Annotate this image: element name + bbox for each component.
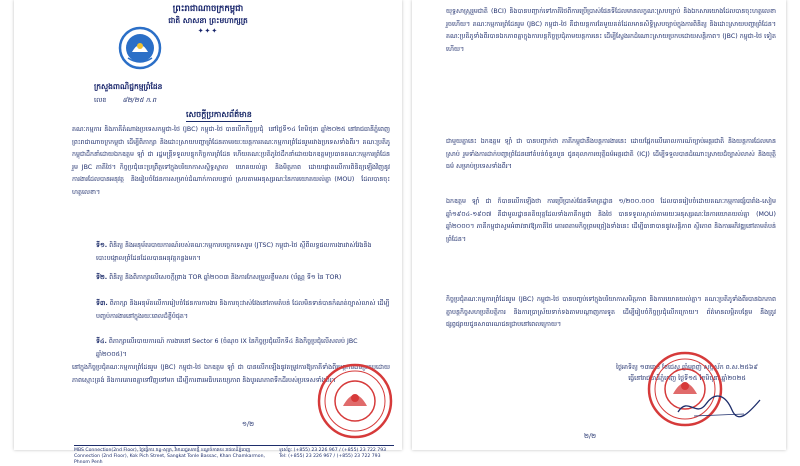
bullet-number: ទី២.	[96, 274, 108, 281]
bullet-number: ទី១.	[96, 242, 108, 249]
page2-paragraph-4: កិច្ចប្រជុំគណៈកម្មការព្រំដែនរួម (JBC) កម្ពុជា-ថៃ បានបញ្ចប់ទៅក្នុងបរិយាកាសមិត្តភាព និងការយោគយល់គ្នា។ គណៈប្រតិភូទាំងពីរបានឯកភាពគ្នាបន្តកិច្ចសហប្រតិបត្តិការ និងការប្រាស្រ័យទាក់ទងតាមបណ្តាញការទូត ដើម្បីរៀបចំកិច្ចប្រជុំលើកក្រោយ។ ព័ត៌មានលម្អិតបន្ថែម នឹងត្រូវផ្សព្វផ្សាយជូនសាធារណជនជ្រាបនៅពេលក្រោយ។	[446, 296, 776, 329]
doc-number	[94, 96, 156, 106]
bullet-number: ទី៣.	[96, 300, 108, 307]
ministry-name: ក្រសួងពាណិជ្ជកម្មព្រំដែន	[94, 82, 163, 91]
bullet-item-4	[96, 336, 390, 361]
footer-address: MBS Connection(2nd Floor), ថ្ងៃធ្វើការ ចន្ទ-សុក្រ, វិមានរដ្ឋសភាថ្មី ខណ្ឌចំការមន រាជធានីភ្នំពេញ Connection (2nd Floor), Kok Pich Street, Sangkat Tonle Bassac, Khan Chamkarmon, Phnom Penh	[74, 448, 265, 465]
doc-number-value: ៨២/២៥ ក.ព	[122, 96, 157, 104]
page-number: ២/២	[584, 432, 597, 440]
ministry-emblem-icon	[118, 26, 162, 70]
bullet-text: ពិនិត្យ និងពិភាក្សាលើសេចក្តីព្រាង TOR ឆ្នាំ២០០៣ និងការកែសម្រួលខ្លឹមសារ​ (ប័ណ្ណ ទី១ នៃ TOR)	[109, 274, 342, 281]
page2-paragraph-1: យុទ្ធសាស្ត្ររួមជាតិ (BCI) និងបានបញ្ជាក់ទៅភាគីថៃពីការប្រើប្រាស់ផែនទីដែលមានលក្ខណៈស្របច្បាប់ និងឯកសារយោងដែលបានចុះហត្ថលេខារួចហើយ។ គណៈកម្មការព្រំដែនរួម (JBC) កម្ពុជា-ថៃ គឺជាយន្តការតែមួយគត់ដែលមានសិទ្ធិស្របច្បាប់ក្នុងការពិនិត្យ និងដោះស្រាយបញ្ហាព្រំដែន។ គណៈប្រតិភូទាំងពីរបានឯកភាពគ្នាក្នុងការបន្តកិច្ចប្រជុំតាមយន្តការនេះ ដើម្បីស្វែងរកដំណោះស្រាយប្រកបដោយសន្តិភាព។ (JBC) កម្ពុជា-ថៃ ទៀតហើយ។	[446, 8, 776, 53]
official-seal-icon	[316, 362, 394, 440]
page-number: ១/២	[242, 420, 255, 428]
closing-paragraph: នៅក្នុងកិច្ចប្រជុំគណៈកម្មការព្រំដែនរួម (JBC) កម្ពុជា-ថៃ ឯកឧត្តម ឡាំ ជា បានលើកឡើងនូវតម្រូវការឱ្យភាគីទាំងពីរបន្តការងារប្រកបដោយភាពស្មោះត្រង់ និងការគោរពគ្នាទៅវិញទៅមក ដើម្បីការពារអធិបតេយ្យភាព និងបូរណភាពទឹកដីរបស់ប្រទេសទាំងពីរ។	[72, 364, 390, 384]
intro-paragraph: គណៈកម្មការ និងភាគីតំណាងប្រទេសកម្ពុជា-ថៃ (JBC) កម្ពុជា-ថៃ បានបើកកិច្ចប្រជុំ ​ នៅថ្ងៃទី១៤ ខែមិថុនា ឆ្នាំ២០២៥ នៅរាជធានីភ្នំពេញ ព្រះរាជាណាចក្រកម្ពុជា ដើម្បីពិភាក្សា និងដោះស្រាយបញ្ហាព្រំដែនតាមរយៈយន្តការគណៈកម្មការព្រំដែនរួមរវាងប្រទេសទាំងពីរ។ គណៈប្រតិភូកម្ពុជាដឹកនាំដោយឯកឧត្តម ឡាំ ជា រដ្ឋមន្ត្រីទទួលបន្ទុកកិច្ចការព្រំដែន ហើយគណៈប្រតិភូថៃដឹកនាំដោយឯកឧត្តមប្រធានគណៈកម្មការព្រំដែនរួម JBC ភាគីថៃ។ កិច្ចប្រជុំនេះប្រព្រឹត្តទៅក្នុងបរិយាកាសស្និទ្ធស្នាល ​ យោគយល់គ្នា ​ និងមិត្តភាព ​ ដោយផ្តោតលើការពិនិត្យឡើងវិញនូវការងារដែលបានអនុវត្ត ​ និងរៀបចំផែនការសម្រាប់ដំណាក់កាលបន្ទាប់ ស្របតាមអនុស្សរណៈនៃការយោគយល់គ្នា (MOU) ​ ដែលបានចុះហត្ថលេខា។	[72, 126, 390, 196]
bullet-item-1	[96, 240, 390, 265]
motto-heading: ជាតិ សាសនា ព្រះមហាក្សត្រ	[168, 16, 248, 25]
page-footer	[74, 445, 394, 465]
bullet-item-2	[96, 272, 390, 285]
document-title: សេចក្តីប្រកាសព័ត៌មាន	[186, 109, 252, 122]
doc-number-label: លេខ	[94, 96, 107, 104]
bullet-text: ពិភាក្សា និងអនុម័តលើការរៀបចំផែនការការងារ និងការចុះវាស់វែងនៅតាមតំបន់ ដែលមិនទាន់បានកំណត់ច្បាស់លាស់ ដើម្បីបញ្ចប់ការងារនៅក្នុងរយៈពេលដ៏ខ្លីបំផុត។	[96, 300, 390, 320]
document-page-2	[412, 0, 786, 450]
bullet-text: ពិភាក្សាលើរបាយការណ៍ ការងារនៅ Sector 6 (ចំណុច IX នៃកិច្ចប្រជុំលើកទី៤ និងកិច្ចប្រជុំលើសលប់ JBC ឆ្នាំ២០០៥)។	[96, 338, 358, 358]
header-divider: ✦✦✦	[197, 27, 219, 35]
kingdom-heading: ព្រះរាជាណាចក្រកម្ពុជា	[172, 4, 244, 14]
bullet-item-3	[96, 298, 390, 323]
document-page-1	[14, 0, 402, 465]
page2-paragraph-3: ឯកឧត្តម ឡាំ ជា ក៏បានលើកឡើងថា ការប្រើប្រាស់ផែនទីមាត្រដ្ឋាន ១/២០០.០០០ ដែលបានរៀបចំដោយគណៈកម្មការផ្សំបារាំង-សៀម ឆ្នាំ១៩០៤-១៩០៧ គឺជាមូលដ្ឋានគតិយុត្តដែលទាំងភាគីកម្ពុជា និងថៃ បានទទួលស្គាល់តាមរយៈអនុស្សរណៈនៃការយោគយល់គ្នា (MOU) ឆ្នាំ២០០០។ ភាគីកម្ពុជាសូមអំពាវនាវឱ្យភាគីថៃ គោរពតាមកិច្ចព្រមព្រៀងទាំងនេះ ដើម្បីធានាបាននូវសន្តិភាព ស្ថិរភាព និងការអភិវឌ្ឍនៅតាមតំបន់ព្រំដែន។	[446, 198, 776, 243]
date-solar: ធ្វើនៅរាជធានីភ្នំពេញ ថ្ងៃទី១៥ ខែមិថុនា ឆ្នាំ២០២៥	[628, 375, 746, 382]
date-lunar: ថ្ងៃអាទិត្យ ១៣រោច ខែជេស្ឋ ឆ្នាំម្សាញ់ សប្តស័ក ព.ស.២៥៦៩	[616, 364, 758, 371]
page2-paragraph-2: ជាមួយគ្នានេះ ឯកឧត្តម ឡាំ ជា បានបញ្ជាក់ថា ភាគីកម្ពុជានឹងបន្តការងារនេះ ដោយផ្អែកលើគោលការណ៍ច្បាប់អន្តរជាតិ និងយន្តការដែលមានស្រាប់ រួមទាំងការដាក់បញ្ហាព្រំដែននៅតំបន់ចំនួនបួន ជូនតុលាការយុត្តិធម៌អន្តរជាតិ (ICJ) ដើម្បីទទួលបានដំណោះស្រាយដ៏ច្បាស់លាស់ និងយុត្តិធម៌ សម្រាប់ប្រទេសទាំងពីរ។	[446, 138, 776, 171]
signature-icon	[674, 392, 764, 420]
bullet-text: ពិនិត្យ និងអនុម័តរបាយការណ៍របស់គណៈកម្មការបច្ចេកទេសរួម (JTSC) កម្ពុជា-ថៃ ស្តីពីលទ្ធផលការងារវាស់វែងនិងបោះបង្គោលព្រំដែនដែលបានអនុវត្តកន្លងមក។	[96, 242, 372, 262]
footer-contact: ទូរស័ព្ទ: (+855) 23 226 967 / (+855) 23 722 793 Tel: (+855) 23 226 967 / (+855) 23 722 793	[279, 448, 387, 459]
bullet-number: ទី៤.	[96, 338, 107, 345]
